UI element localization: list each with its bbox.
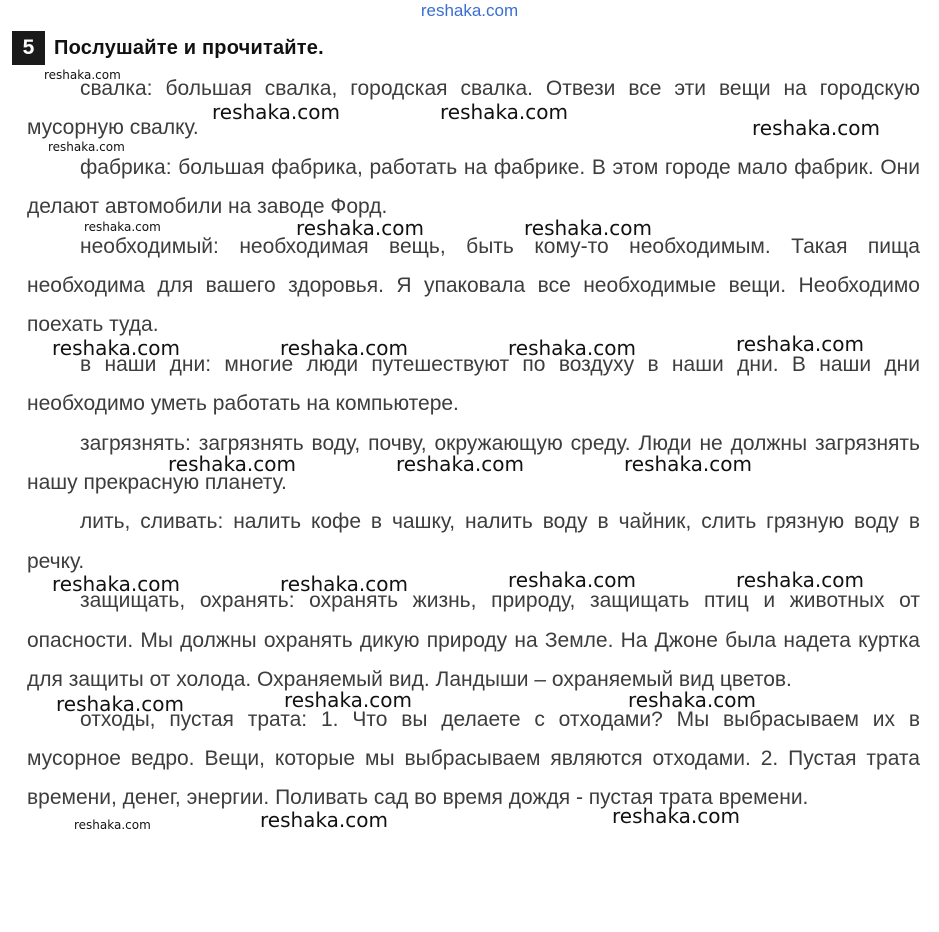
watermark: reshaka.com: [52, 572, 180, 596]
exercise-body: [27, 69, 920, 818]
exercise-title: Послушайте и прочитайте.: [54, 36, 324, 59]
watermark: reshaka.com: [624, 452, 752, 476]
watermark: reshaka.com: [508, 568, 636, 592]
watermark: reshaka.com: [752, 116, 880, 140]
paragraph-v-nashi-dni: в наши дни: многие люди путешествуют по воздуху в наши дни. В наши дни необходимо уметь работать на компьютере.: [27, 352, 920, 416]
watermark: reshaka.com: [168, 452, 296, 476]
paragraph-neobkhodimyi: необходимый: необходимая вещь, быть кому-то необходимым. Такая пища необходима для вашего здоровья. Я упаковала все необходимые вещи. Необходимо поехать туда.: [27, 234, 920, 337]
paragraph-zagryaznyat: загрязнять: загрязнять воду, почву, окружающую среду. Люди не должны загрязнять нашу прекрасную планету.: [27, 431, 920, 495]
watermark: reshaka.com: [44, 68, 121, 82]
watermark: reshaka.com: [440, 100, 568, 124]
watermark: reshaka.com: [736, 568, 864, 592]
paragraph-svalka: свалка: большая свалка, городская свалка. Отвези все эти вещи на городскую мусорную свалку.: [27, 77, 920, 140]
paragraph-lit-slivat: лить, сливать: налить кофе в чашку, налить воду в чайник, слить грязную воду в речку.: [27, 510, 920, 573]
watermark: reshaka.com: [212, 100, 340, 124]
watermark: reshaka.com: [280, 336, 408, 360]
watermark: reshaka.com: [736, 332, 864, 356]
watermark: reshaka.com: [74, 818, 151, 832]
exercise-number-badge: 5: [12, 31, 45, 65]
watermark: reshaka.com: [612, 804, 740, 828]
exercise-header: [12, 31, 324, 65]
watermark: reshaka.com: [52, 336, 180, 360]
watermark: reshaka.com: [396, 452, 524, 476]
watermark: reshaka.com: [524, 216, 652, 240]
paragraph-otkhody: отходы, пустая трата: 1. Что вы делаете с отходами? Мы выбрасываем их в мусорное ведро. Вещи, которые мы выбрасываем являются отходами. 2. Пустая трата времени, денег, энергии. Поливать сад во время дождя - пустая трата времени.: [27, 707, 920, 810]
paragraph-fabrika: фабрика: большая фабрика, работать на фабрике. В этом городе мало фабрик. Они делают автомобили на заводе Форд.: [27, 155, 920, 219]
watermark: reshaka.com: [628, 688, 756, 712]
paragraph-zashchishchat: защищать, охранять: охранять жизнь, природу, защищать птиц и животных от опасности. Мы должны охранять дикую природу на Земле. На Джоне была надета куртка для защиты от холода. Охраняемый вид. Ландыши – охраняемый вид цветов.: [27, 589, 920, 692]
watermark: reshaka.com: [48, 140, 125, 154]
watermark: reshaka.com: [280, 572, 408, 596]
watermark: reshaka.com: [296, 216, 424, 240]
watermark: reshaka.com: [56, 692, 184, 716]
watermark: reshaka.com: [260, 808, 388, 832]
watermark: reshaka.com: [284, 688, 412, 712]
watermark: reshaka.com: [508, 336, 636, 360]
watermark: reshaka.com: [84, 220, 161, 234]
top-watermark: reshaka.com: [420, 1, 519, 20]
